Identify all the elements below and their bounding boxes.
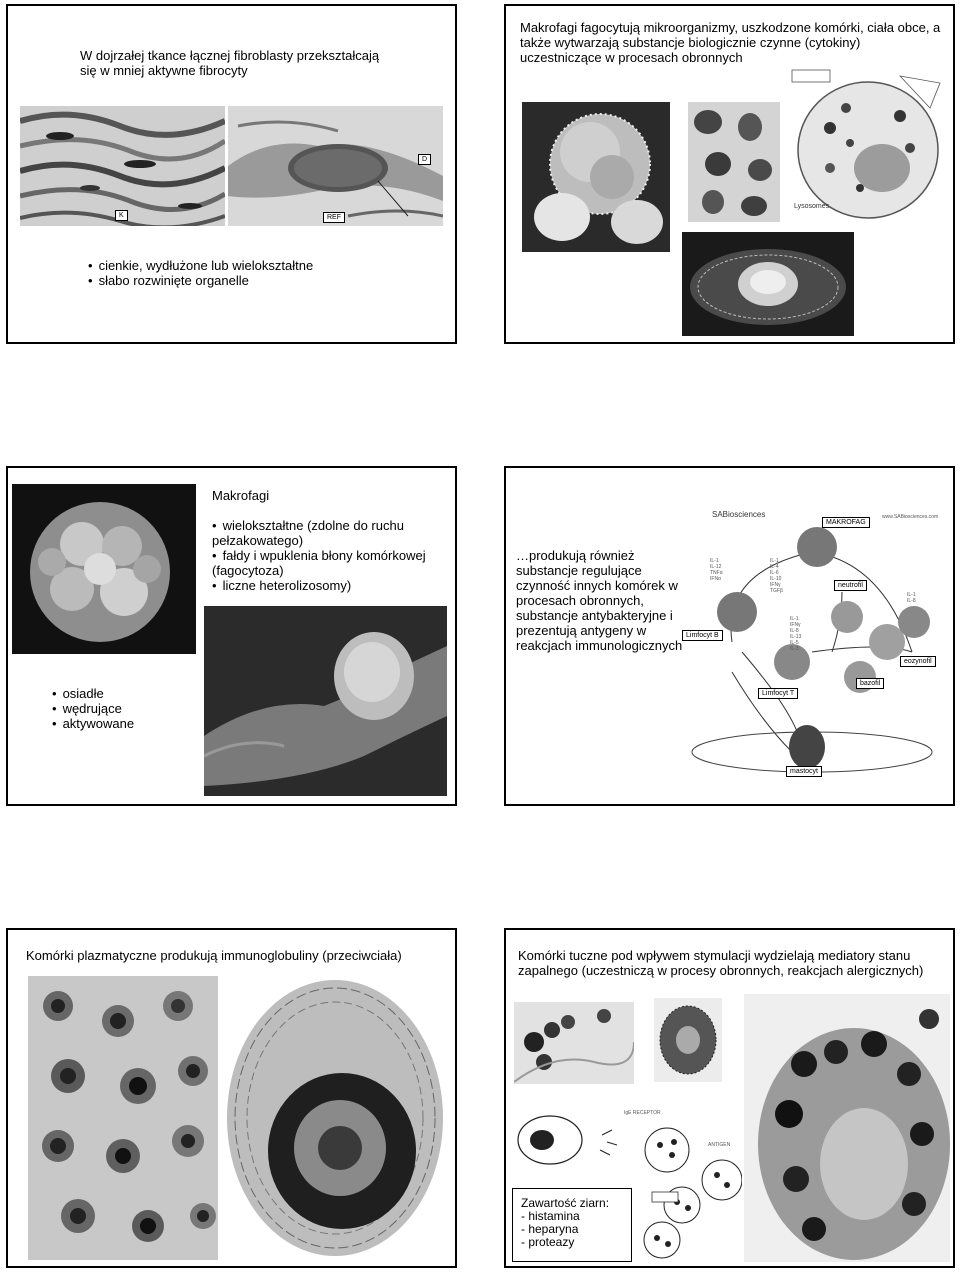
macrophage-spread-sem-image <box>682 232 854 336</box>
lysosomes-label: Lysosomes <box>794 203 830 210</box>
bullet-list <box>212 518 450 593</box>
cytokine-list: IL-1 IL-8 <box>907 592 916 604</box>
slide-title: Komórki tuczne pod wpływem stymulacji wydzielają mediatory stanu zapalnego (uczestniczą w procesy obronnych, reakcjach alergicznych) <box>518 948 924 978</box>
cell-label-eozynofil: eozynofil <box>900 656 936 667</box>
slide-title: Makrofagi fagocytują mikroorganizmy, uszkodzone komórki, ciała obce, a także wytwarzają substancje biologicznie czynne (cytokiny) uczestniczące w procesach obronnych <box>520 20 941 65</box>
slide-title: Makrofagi <box>212 488 270 503</box>
diagram-url: www.SABiosciences.com <box>882 514 939 520</box>
fibrocyte-electron-micrograph <box>228 106 443 226</box>
bullet-item: • aktywowane <box>52 716 192 731</box>
slide-title: W dojrzałej tkance łącznej fibroblasty przekształcają się w mniej aktywne fibrocyty <box>80 48 380 78</box>
label-ref: REF <box>323 212 345 223</box>
slide-title: Komórki plazmatyczne produkują immunoglobuliny (przeciwciała) <box>26 948 402 963</box>
macrophage-em-image <box>790 68 946 226</box>
diagram-brand: SABiosciences <box>712 510 766 519</box>
bullet-item: • cienkie, wydłużone lub wielokształtne <box>88 258 428 273</box>
cytokine-list: IL-1 IL-12 TNFα IFNα <box>710 558 723 582</box>
ige-receptor-label: IgE RECEPTOR <box>624 1110 661 1116</box>
slide-macrophages-phagocytosis <box>504 4 955 344</box>
side-bullet-list <box>52 686 192 731</box>
plasma-cell-em-image <box>222 976 448 1260</box>
cell-label-limfocyt-t: Limfocyt T <box>758 688 798 699</box>
bullet-item: • wędrujące <box>52 701 192 716</box>
bullet-item: • fałdy i wpuklenia błony komórkowej (fagocytoza) <box>212 548 450 578</box>
slide-fibrocytes <box>6 4 457 344</box>
slide-cytokines <box>504 466 955 806</box>
cytokine-list: IL-1 IFNγ IL-8 IL-13 IL-5 IL-3 <box>790 616 802 652</box>
granule-item: - histamina <box>521 1209 580 1223</box>
macrophage-pseudopod-sem-image <box>204 606 447 796</box>
fibrocyte-micrograph-left <box>20 106 225 226</box>
bullet-item: • słabo rozwinięte organelle <box>88 273 428 288</box>
cell-label-neutrofil: neutrofil <box>834 580 867 591</box>
bullet-item: • osiadłe <box>52 686 192 701</box>
macrophage-folds-sem-image <box>12 484 196 654</box>
cell-label-bazofil: bazofil <box>856 678 884 689</box>
bullet-item: • wielokształtne (zdolne do ruchu pełzakowatego) <box>212 518 450 548</box>
cytokine-diagram <box>682 502 952 792</box>
bullet-list <box>88 258 428 288</box>
cytokine-list: IL-1 IL-4 IL-6 IL-10 IFNγ TGFβ <box>770 558 783 594</box>
granules-title: Zawartość ziarn: <box>521 1196 610 1210</box>
slide-text: …produkują również substancje regulujące czynność innych komórek w procesach obronnych, substancje antybakteryjne i prezentują antygeny w reakcjach immunologicznych <box>516 548 683 653</box>
label-d: D <box>418 154 431 165</box>
granule-item: - proteazy <box>521 1235 575 1249</box>
slide-plasma-cells <box>6 928 457 1268</box>
macrophage-histology-image <box>688 102 780 222</box>
cell-label-mastocyt: mastocyt <box>786 766 822 777</box>
cell-label-makrofag: MAKROFAG <box>822 517 870 528</box>
slide-makrofagi <box>6 466 457 806</box>
slide-mast-cells <box>504 928 955 1268</box>
mast-cell-em-image <box>744 994 950 1262</box>
cell-label-limfocyt-b: Limfocyt B <box>682 630 723 641</box>
mast-cell-granules-image <box>654 998 722 1082</box>
granules-box <box>512 1188 632 1262</box>
antigen-label: ANTIGEN <box>708 1142 731 1148</box>
granule-item: - heparyna <box>521 1222 579 1236</box>
plasma-cells-histology-image <box>28 976 218 1260</box>
mast-cells-histology-image <box>514 1002 634 1084</box>
bullet-item: • liczne heterolizosomy) <box>212 578 450 593</box>
macrophage-sem-image <box>522 102 670 252</box>
label-k: K <box>115 210 128 221</box>
